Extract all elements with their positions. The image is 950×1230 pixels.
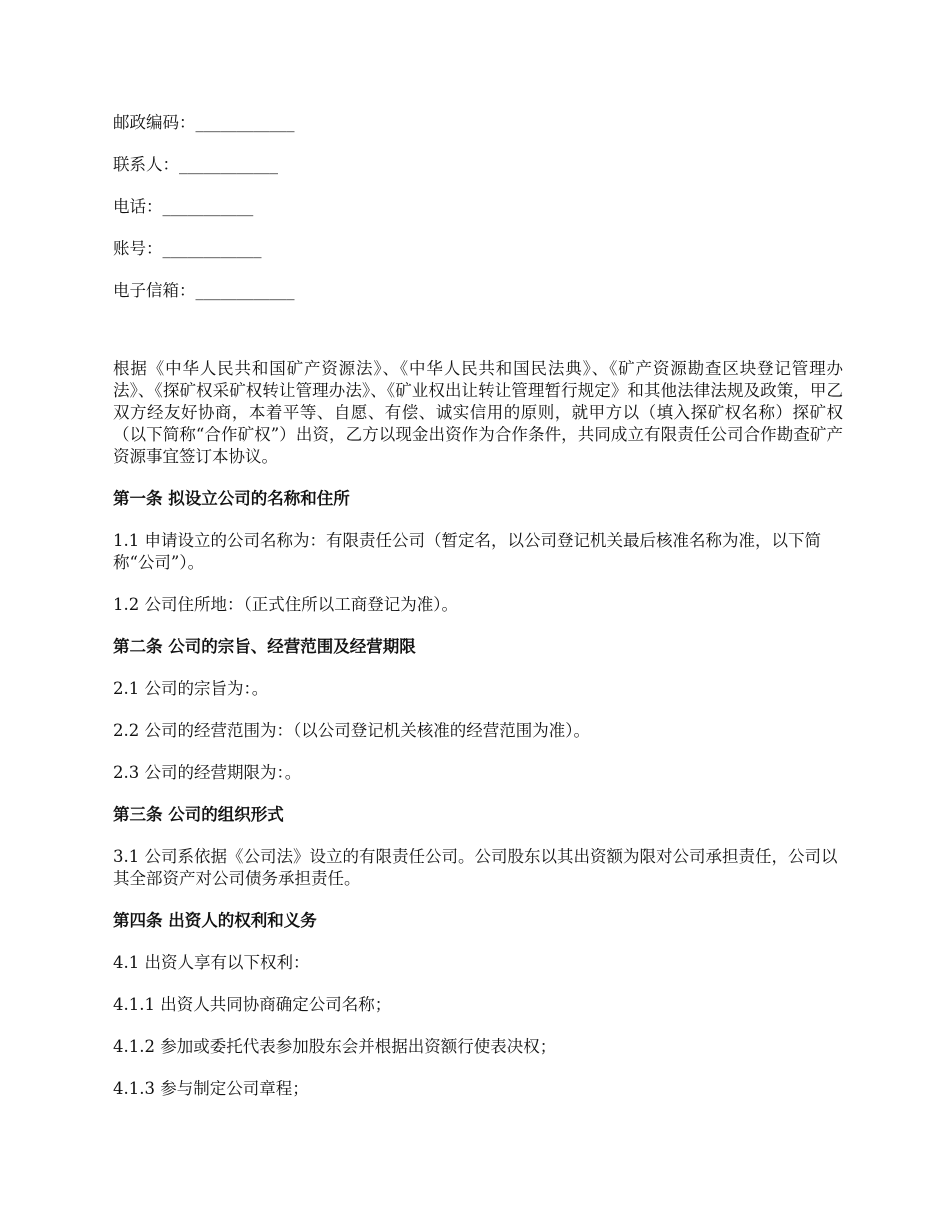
clause-4-1-1: 4.1.1 出资人共同协商确定公司名称； bbox=[113, 995, 392, 1014]
email-field bbox=[113, 280, 843, 302]
contact-person-blank: ____________ bbox=[179, 155, 278, 174]
clause-2-2: 2.2 公司的经营范围为：（以公司登记机关核准的经营范围为准）。 bbox=[113, 721, 590, 740]
document-page bbox=[113, 112, 843, 1120]
phone-field bbox=[113, 196, 843, 218]
phone-blank: ___________ bbox=[162, 197, 254, 216]
contact-person-label: 联系人： bbox=[113, 155, 179, 174]
phone-label: 电话： bbox=[113, 197, 163, 216]
clause-1-2: 1.2 公司住所地：（正式住所以工商登记为准）。 bbox=[113, 595, 458, 614]
article-4-heading: 第四条 出资人的权利和义务 bbox=[113, 911, 317, 930]
clause-4-1-2: 4.1.2 参加或委托代表参加股东会并根据出资额行使表决权； bbox=[113, 1037, 557, 1056]
postal-code-label: 邮政编码： bbox=[113, 113, 196, 132]
clause-2-1: 2.1 公司的宗旨为：。 bbox=[113, 679, 269, 698]
email-label: 电子信箱： bbox=[113, 281, 196, 300]
clause-2-3: 2.3 公司的经营期限为：。 bbox=[113, 763, 302, 782]
email-blank: ____________ bbox=[195, 281, 295, 300]
postal-code-blank: ____________ bbox=[195, 113, 295, 132]
article-3-heading: 第三条 公司的组织形式 bbox=[113, 805, 284, 824]
contact-person-field bbox=[113, 154, 843, 176]
article-1-heading: 第一条 拟设立公司的名称和住所 bbox=[113, 489, 350, 508]
clause-3-1: 3.1 公司系依据《公司法》设立的有限责任公司。公司股东以其出资额为限对公司承担责任，公司以其全部资产对公司债务承担责任。 bbox=[113, 847, 838, 888]
clause-4-1: 4.1 出资人享有以下权利： bbox=[113, 953, 310, 972]
account-number-blank: ____________ bbox=[162, 239, 262, 258]
clause-4-1-3: 4.1.3 参与制定公司章程； bbox=[113, 1079, 309, 1098]
intro-paragraph: 根据《中华人民共和国矿产资源法》、《中华人民共和国民法典》、《矿产资源勘查区块登记管理办法》、《探矿权采矿权转让管理办法》、《矿业权出让转让管理暂行规定》和其他法律法规及政策，甲乙双方经友好协商，本着平等、自愿、有偿、诚实信用的原则，就甲方以（填入探矿权名称）探矿权（以下简称“合作矿权”）出资，乙方以现金出资作为合作条件，共同成立有限责任公司合作勘查矿产资源事宜签订本协议。 bbox=[113, 359, 843, 466]
account-number-field bbox=[113, 238, 843, 260]
postal-code-field bbox=[113, 112, 843, 134]
article-2-heading: 第二条 公司的宗旨、经营范围及经营期限 bbox=[113, 637, 416, 656]
clause-1-1: 1.1 申请设立的公司名称为：有限责任公司（暂定名，以公司登记机关最后核准名称为准，以下简称“公司”）。 bbox=[113, 531, 821, 572]
account-number-label: 账号： bbox=[113, 239, 163, 258]
